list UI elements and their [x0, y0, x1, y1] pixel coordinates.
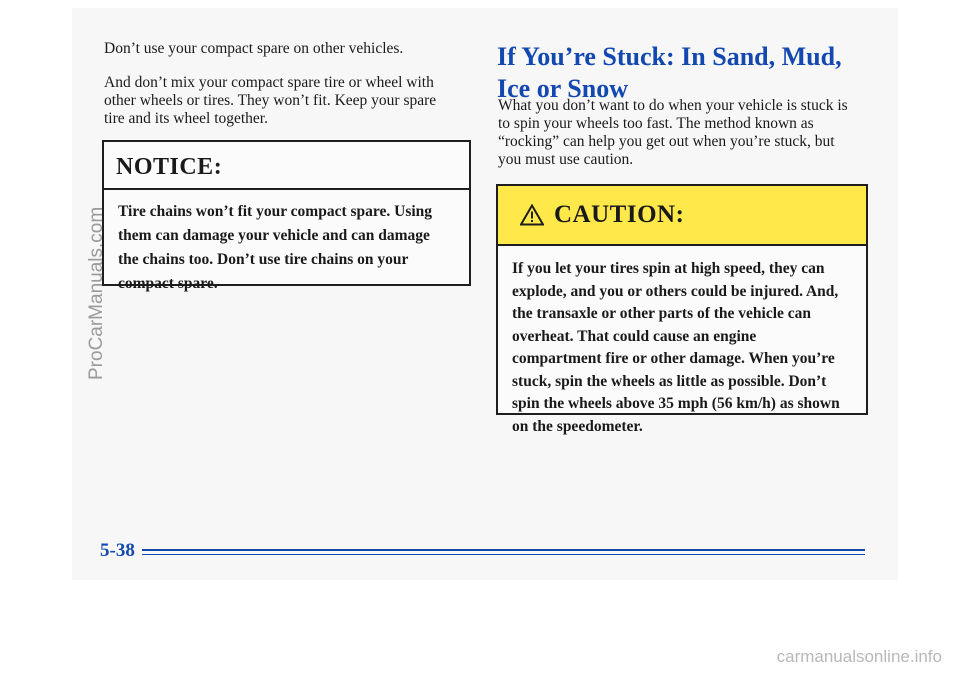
paragraph-line: to spin your wheels too fast. The method known as	[498, 115, 814, 132]
notice-title: NOTICE:	[104, 142, 469, 190]
notice-line: them can damage your vehicle and can damage	[118, 227, 430, 244]
notice-line: compact spare.	[118, 275, 218, 292]
heading-line: Ice or Snow	[497, 74, 628, 103]
notice-line: the chains too. Don’t use tire chains on your	[118, 251, 409, 268]
caution-title: CAUTION:	[554, 201, 685, 228]
caution-line: overheat. That could cause an engine	[512, 327, 757, 345]
notice-body	[104, 190, 469, 296]
caution-line: the transaxle or other parts of the vehicle can	[512, 305, 812, 322]
paragraph-line: “rocking” can help you get out when you’re stuck, but	[498, 133, 835, 150]
caution-header	[498, 186, 866, 246]
caution-line: explode, and you or others could be injured. And,	[512, 282, 839, 300]
paragraph-line: other wheels or tires. They won’t fit. Keep your spare	[104, 92, 437, 109]
caution-line: spin the wheels above 35 mph (56 km/h) as shown	[512, 395, 840, 412]
paragraph-line: And don’t mix your compact spare tire or wheel with	[104, 74, 434, 91]
caution-box	[496, 184, 868, 435]
footer-rule-thin	[142, 554, 865, 555]
side-watermark: ProCarManuals.com	[86, 206, 107, 380]
paragraph-line: What you don’t want to do when your vehicle is stuck is	[498, 97, 848, 114]
caution-line: compartment fire or other damage. When you’re	[512, 350, 835, 367]
notice-box	[102, 140, 471, 292]
heading-line: If You’re Stuck: In Sand, Mud,	[497, 42, 842, 71]
notice-line: Tire chains won’t fit your compact spare. Using	[118, 203, 433, 220]
page-number: 5-38	[100, 540, 135, 561]
warning-triangle-icon	[520, 204, 544, 226]
caution-line: If you let your tires spin at high speed, they can	[512, 260, 825, 277]
caution-body	[498, 246, 866, 438]
paragraph-line: tire and its wheel together.	[104, 110, 268, 127]
paragraph-line: you must use caution.	[498, 151, 634, 168]
compact-spare-warning-text: Don’t use your compact spare on other vehicles.	[104, 40, 404, 57]
caution-line: on the speedometer.	[512, 417, 643, 435]
caution-line: stuck, spin the wheels as little as possible. Don’t	[512, 372, 827, 390]
bottom-watermark: carmanualsonline.info	[776, 647, 942, 666]
footer-rule-thick	[142, 549, 865, 551]
